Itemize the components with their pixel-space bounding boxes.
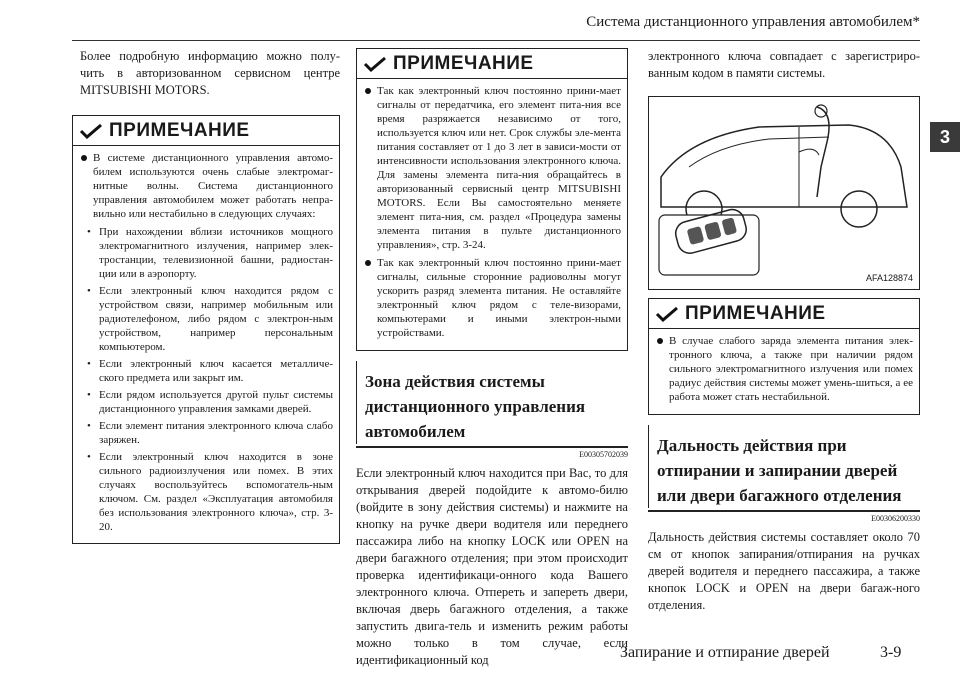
intro-paragraph: Более подробную информацию можно полу-чить в авторизованном сервисном центре MITSUBISHI MOTORS. <box>80 49 340 97</box>
note-box-3 <box>648 298 920 415</box>
section-heading-box <box>356 361 628 444</box>
note-subitem: • При нахождении вблизи источников мощного электромагнитного излучения, например элек-тростанции, телевизионной башни, радиостан-ции или в аэропорту. <box>87 226 333 280</box>
car-with-key-icon <box>649 97 919 287</box>
header-rule <box>72 40 920 41</box>
page-number: 3-9 <box>880 644 902 661</box>
section-rule <box>648 510 920 512</box>
section-code: E00305702039 <box>579 450 628 459</box>
body-paragraph: Дальность действия системы составляет около 70 см от кнопок запирания/отпирания на ручках дверей водителя и переднего пассажира, а также кнопок LOCK и OPEN на двери багаж-ного отделения. <box>648 530 920 612</box>
note-box-2 <box>356 48 628 351</box>
note-header <box>357 49 627 79</box>
figure-label: AFA128874 <box>865 273 913 283</box>
note-body <box>357 79 627 350</box>
note-bullet: Так как электронный ключ постоянно прини-мает сигналы, сильные сторонние радиоволны могут ускорить разряд элемента питания. Не оставляйте электронный ключ рядом с теле-визорами, компьютерами и иными электрон-ными устройствами. <box>363 256 621 340</box>
section-code: E00306200330 <box>871 514 920 523</box>
section-heading-box <box>648 425 920 508</box>
note-title: ПРИМЕЧАНИЕ <box>109 120 250 141</box>
column-1 <box>72 48 340 544</box>
section-title: Зона действия системы дистанционного управления автомобилем <box>365 372 586 441</box>
body-paragraph: Если электронный ключ находится при Вас, то для открывания дверей подойдите к автомо-билю (войдите в зону действия системы) и нажмите на кнопку на ручке двери водителя или переднего пассажира либо на кнопку LOCK или OPEN на двери багажного отделения; при этом происходит проверка идентификаци-онного кода Вашего электронного ключа. Отпереть и запереть двери, включая дверь багажного отделения, а также запустить двига-тель и изменить режим работы можно только в том случае, если идентификационный код <box>356 466 628 667</box>
note-subitem: • Если электронный ключ касается металличе-ского предмета или закрыт им. <box>87 358 333 384</box>
body-paragraph: электронного ключа совпадает с зарегистриро-ванным кодом в памяти системы. <box>648 49 920 80</box>
note-subitem: • Если элемент питания электронного ключа слабо заряжен. <box>87 420 333 446</box>
note-header <box>649 299 919 329</box>
section-title: Дальность действия при отпирании и запирании дверей или двери багажного отделения <box>657 436 902 505</box>
section-rule <box>356 446 628 448</box>
note-bullet: В случае слабого заряда элемента питания элек-тронного ключа, а также при наличии рядом сильного электромагнитного излучения или помех радиус действия системы может умень-шиться, а ее работа может стать нестабильной. <box>655 334 913 404</box>
check-icon <box>363 56 387 72</box>
note-title: ПРИМЕЧАНИЕ <box>685 303 826 324</box>
note-bullet: Так как электронный ключ постоянно прини-мает сигналы от передатчика, его элемент пита-ния все время разряжается независимо от того, используется ключ или нет. Срок службы эле-мента питания составляет от 1 до 3 лет в зависи-мости от интенсивности использования электронного ключа. Для замены элемента пита-ния обращайтесь в авторизованный сервисный центр MITSUBISHI MOTORS. Если Вы самостоятельно меняете элемент пита-ния, см. раздел «Процедура замены элемента питания в пульте дистанционного управления», стр. 3-24. <box>363 84 621 252</box>
note-bullet: В системе дистанционного управления автомо-билем используются очень слабые электромаг-нитные волны. Система дистанционного управления автомобилем может работать непра-вильно или нестабильно в следующих случаях: <box>79 151 333 221</box>
column-2 <box>356 48 628 669</box>
chapter-tab: 3 <box>930 122 960 152</box>
check-icon <box>79 123 103 139</box>
note-subitem: • Если электронный ключ находится в зоне сильного радиоизлучения или помех. В этих случаях воспользуйтесь вспомогатель-ным ключом. См. раздел «Эксплуатация автомобиля без использования электронного ключа», стр. 3-20. <box>87 451 333 533</box>
footer-section-title: Запирание и отпирание дверей <box>620 644 830 661</box>
note-title: ПРИМЕЧАНИЕ <box>393 53 534 74</box>
header-title: Система дистанционного управления автомобилем* <box>586 14 920 30</box>
note-body <box>649 329 919 414</box>
note-box-1 <box>72 115 340 544</box>
column-3 <box>648 48 920 614</box>
car-illustration <box>648 96 920 290</box>
note-subitem: • Если рядом используется другой пульт системы дистанционного управления замками дверей. <box>87 389 333 415</box>
note-subitem: • Если электронный ключ находится рядом с устройством связи, например мобильным или радиотелефоном, либо рядом с электрон-ным устройством, например персональным компьютером. <box>87 285 333 353</box>
note-header <box>73 116 339 146</box>
check-icon <box>655 306 679 322</box>
note-body <box>73 146 339 543</box>
